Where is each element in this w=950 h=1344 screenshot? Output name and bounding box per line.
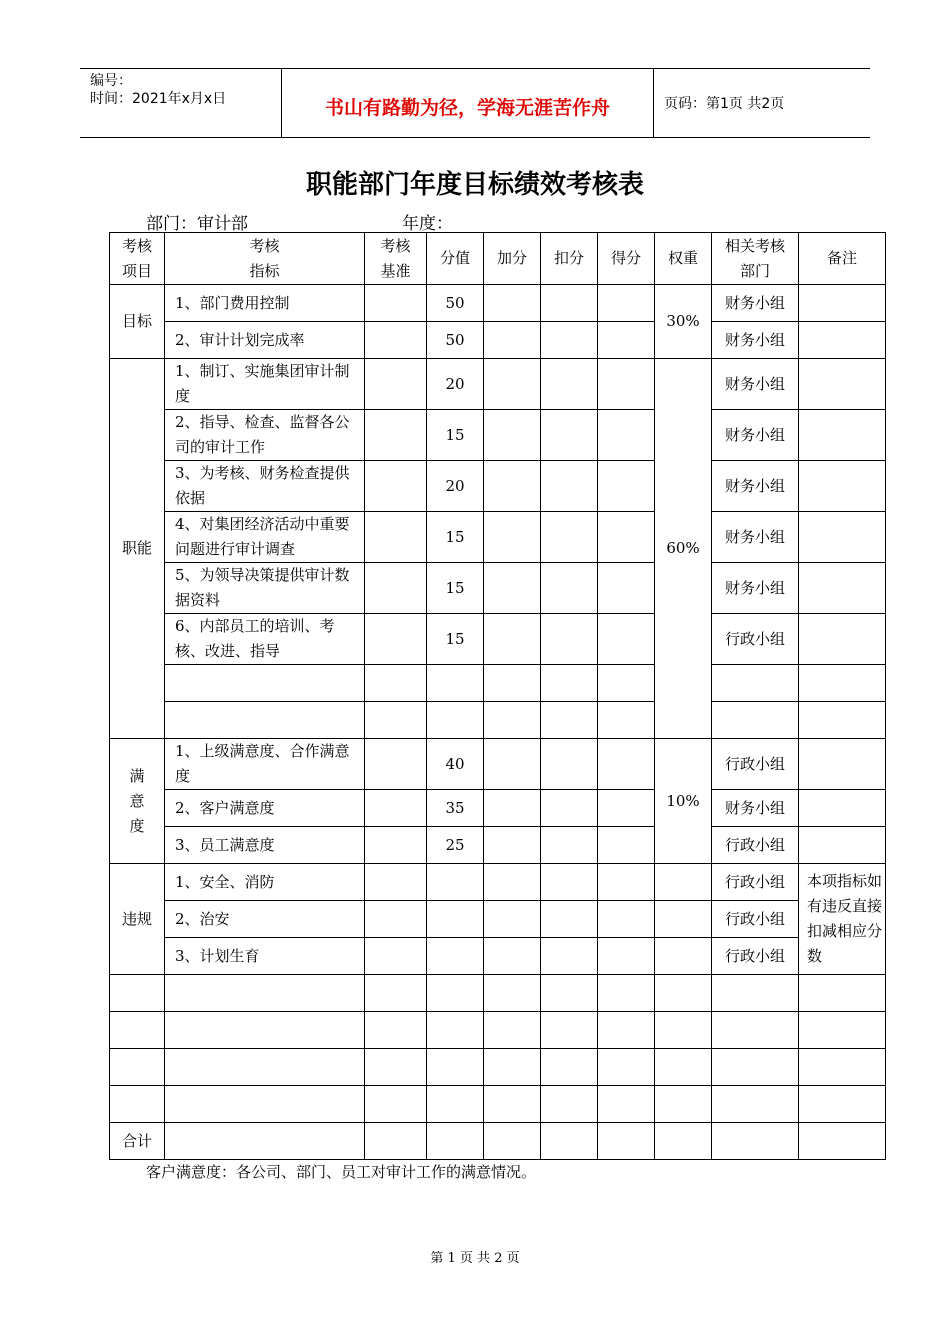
standard-cell [365,410,427,461]
empty-cell [655,1012,712,1049]
weight-cell [655,864,712,901]
header-row [110,233,886,285]
standard-cell [365,285,427,322]
deduct-cell [541,461,598,512]
remark-cell [799,285,886,322]
add-cell [484,938,541,975]
deduct-cell [541,702,598,739]
remark-cell [799,827,886,864]
header-dept [712,233,799,285]
indicator-cell: 6、内部员工的培训、考核、改进、指导 [165,614,365,665]
remark-cell [799,614,886,665]
score-cell: 25 [427,827,484,864]
dept-cell: 财务小组 [712,512,799,563]
empty-cell [598,1049,655,1086]
header-weight: 权重 [655,233,712,285]
indicator-cell: 5、为领导决策提供审计数据资料 [165,563,365,614]
indicator-cell [165,665,365,702]
dept-cell: 行政小组 [712,938,799,975]
got-cell [598,322,655,359]
assessment-table [109,232,886,1160]
table-row [110,461,886,512]
empty-cell [712,1086,799,1123]
score-cell: 15 [427,512,484,563]
add-cell [484,739,541,790]
header-item-text: 考核 项目 [121,236,152,280]
got-cell [598,359,655,410]
indicator-cell: 1、制订、实施集团审计制度 [165,359,365,410]
score-cell: 50 [427,322,484,359]
department-label: 部门：审计部 [146,214,248,234]
indicator-cell: 3、员工满意度 [165,827,365,864]
score-cell: 20 [427,359,484,410]
deduct-cell [541,901,598,938]
add-cell [484,864,541,901]
deduct-cell [541,563,598,614]
score-cell: 15 [427,410,484,461]
dept-cell [712,702,799,739]
empty-cell [598,1123,655,1160]
score-cell: 35 [427,790,484,827]
got-cell [598,563,655,614]
weight-cell: 10% [655,739,712,864]
standard-cell [365,702,427,739]
document-header [80,68,870,138]
empty-cell [541,1086,598,1123]
remark-cell [799,512,886,563]
indicator-cell: 3、计划生育 [165,938,365,975]
dept-cell: 行政小组 [712,901,799,938]
table-row [110,739,886,790]
dept-cell: 财务小组 [712,359,799,410]
table-body [110,233,886,1160]
empty-cell [712,1123,799,1160]
indicator-cell: 4、对集团经济活动中重要问题进行审计调查 [165,512,365,563]
standard-cell [365,512,427,563]
got-cell [598,827,655,864]
empty-cell [427,1086,484,1123]
dept-cell [712,665,799,702]
got-cell [598,461,655,512]
empty-cell [712,1049,799,1086]
indicator-cell: 1、安全、消防 [165,864,365,901]
table-row-empty [110,1012,886,1049]
deduct-cell [541,410,598,461]
empty-cell [165,975,365,1012]
add-cell [484,665,541,702]
remark-cell [799,739,886,790]
empty-cell [484,1012,541,1049]
deduct-cell [541,614,598,665]
empty-cell [655,975,712,1012]
table-row [110,512,886,563]
table-row [110,827,886,864]
empty-cell [598,1012,655,1049]
empty-cell [655,1123,712,1160]
deduct-cell [541,739,598,790]
table-row [110,790,886,827]
header-add: 加分 [484,233,541,285]
got-cell [598,702,655,739]
empty-cell [712,975,799,1012]
standard-cell [365,938,427,975]
group-name [110,739,165,864]
header-score: 分值 [427,233,484,285]
empty-cell [484,1049,541,1086]
total-label: 合计 [110,1123,165,1160]
standard-cell [365,461,427,512]
deduct-cell [541,285,598,322]
header-motto: 书山有路勤为径，学海无涯苦作舟 [282,69,654,137]
add-cell [484,512,541,563]
got-cell [598,938,655,975]
table-row [110,938,886,975]
empty-cell [484,975,541,1012]
weight-cell [655,901,712,938]
empty-cell [799,1049,886,1086]
empty-cell [799,1123,886,1160]
empty-cell [655,1049,712,1086]
remark-cell [799,563,886,614]
deduct-cell [541,359,598,410]
score-cell: 15 [427,563,484,614]
add-cell [484,702,541,739]
score-cell [427,665,484,702]
indicator-cell: 2、客户满意度 [165,790,365,827]
dept-cell: 财务小组 [712,461,799,512]
remark-cell [799,359,886,410]
table-row [110,901,886,938]
score-cell [427,901,484,938]
empty-cell [541,1012,598,1049]
empty-cell [110,1049,165,1086]
header-item [110,233,165,285]
standard-cell [365,790,427,827]
remark-cell [799,790,886,827]
weight-cell [655,938,712,975]
empty-cell [365,975,427,1012]
table-row-empty [110,1086,886,1123]
dept-cell: 行政小组 [712,864,799,901]
footnote: 客户满意度：各公司、部门、员工对审计工作的满意情况。 [146,1163,537,1181]
empty-cell [110,1012,165,1049]
empty-cell [427,1012,484,1049]
indicator-cell: 2、治安 [165,901,365,938]
standard-cell [365,901,427,938]
dept-cell: 行政小组 [712,739,799,790]
deduct-cell [541,322,598,359]
empty-cell [427,1049,484,1086]
got-cell [598,512,655,563]
standard-cell [365,665,427,702]
header-remark: 备注 [799,233,886,285]
empty-cell [712,1012,799,1049]
add-cell [484,285,541,322]
remark-cell [799,461,886,512]
page-title: 职能部门年度目标绩效考核表 [305,170,644,200]
indicator-cell: 3、为考核、财务检查提供依据 [165,461,365,512]
deduct-cell [541,938,598,975]
empty-cell [799,1012,886,1049]
remark-cell [799,702,886,739]
add-cell [484,901,541,938]
empty-cell [541,1049,598,1086]
empty-cell [598,975,655,1012]
score-cell [427,702,484,739]
remark-cell [799,322,886,359]
table-row [110,864,886,901]
year-label: 年度： [402,214,453,234]
standard-cell [365,864,427,901]
empty-cell [165,1086,365,1123]
date-line: 时间：2021年x月x日 [90,91,227,107]
table-row-empty [110,665,886,702]
standard-cell [365,563,427,614]
empty-cell [799,1086,886,1123]
empty-cell [427,1123,484,1160]
table-row [110,563,886,614]
group-name: 职能 [110,359,165,739]
remark-cell-violation: 本项指标如有违反直接扣减相应分数 [799,864,886,975]
header-indicator-text: 考核 指标 [249,236,280,280]
add-cell [484,410,541,461]
score-cell [427,938,484,975]
score-cell [427,864,484,901]
add-cell [484,322,541,359]
dept-cell: 财务小组 [712,563,799,614]
dept-cell: 财务小组 [712,410,799,461]
empty-cell [165,1049,365,1086]
empty-cell [427,975,484,1012]
score-cell: 15 [427,614,484,665]
deduct-cell [541,512,598,563]
indicator-cell: 2、审计计划完成率 [165,322,365,359]
empty-cell [365,1086,427,1123]
dept-cell: 财务小组 [712,322,799,359]
got-cell [598,901,655,938]
header-indicator [165,233,365,285]
table-row-empty [110,702,886,739]
deduct-cell [541,665,598,702]
add-cell [484,461,541,512]
table-row-empty [110,1049,886,1086]
header-standard-text: 考核 基准 [380,236,411,280]
got-cell [598,739,655,790]
add-cell [484,563,541,614]
standard-cell [365,322,427,359]
got-cell [598,665,655,702]
table-row [110,359,886,410]
table-row-empty [110,975,886,1012]
add-cell [484,614,541,665]
group-name: 目标 [110,285,165,359]
indicator-cell: 1、上级满意度、合作满意度 [165,739,365,790]
deduct-cell [541,864,598,901]
deduct-cell [541,827,598,864]
score-cell: 40 [427,739,484,790]
remark-cell [799,665,886,702]
standard-cell [365,614,427,665]
dept-cell: 行政小组 [712,827,799,864]
indicator-cell [165,702,365,739]
score-cell: 20 [427,461,484,512]
empty-cell [365,1012,427,1049]
header-dept-text: 相关考核 部门 [724,236,785,280]
indicator-cell: 1、部门费用控制 [165,285,365,322]
dept-cell: 行政小组 [712,614,799,665]
score-cell: 50 [427,285,484,322]
header-standard [365,233,427,285]
header-deduct: 扣分 [541,233,598,285]
dept-cell: 财务小组 [712,790,799,827]
group-name: 违规 [110,864,165,975]
empty-cell [598,1086,655,1123]
weight-cell: 30% [655,285,712,359]
empty-cell [541,975,598,1012]
table-row [110,322,886,359]
empty-cell [484,1086,541,1123]
standard-cell [365,827,427,864]
number-label: 编号： [90,73,132,89]
dept-cell: 财务小组 [712,285,799,322]
empty-cell [655,1086,712,1123]
standard-cell [365,359,427,410]
header-got: 得分 [598,233,655,285]
got-cell [598,864,655,901]
table-row [110,285,886,322]
add-cell [484,790,541,827]
empty-cell [541,1123,598,1160]
group-name-text: 满 意 度 [129,766,145,835]
table-row [110,410,886,461]
table-row [110,614,886,665]
indicator-cell: 2、指导、检查、监督各公司的审计工作 [165,410,365,461]
deduct-cell [541,790,598,827]
empty-cell [110,1086,165,1123]
got-cell [598,614,655,665]
empty-cell [110,975,165,1012]
empty-cell [799,975,886,1012]
add-cell [484,359,541,410]
got-cell [598,790,655,827]
standard-cell [365,739,427,790]
remark-cell [799,410,886,461]
empty-cell [484,1123,541,1160]
got-cell [598,410,655,461]
empty-cell [165,1123,365,1160]
header-info-cell [80,69,282,137]
add-cell [484,827,541,864]
header-page-info: 页码：第1页 共2页 [664,96,785,112]
empty-cell [365,1049,427,1086]
empty-cell [165,1012,365,1049]
empty-cell [365,1123,427,1160]
total-row [110,1123,886,1160]
page-footer: 第 1 页 共 2 页 [430,1251,520,1266]
weight-cell: 60% [655,359,712,739]
got-cell [598,285,655,322]
